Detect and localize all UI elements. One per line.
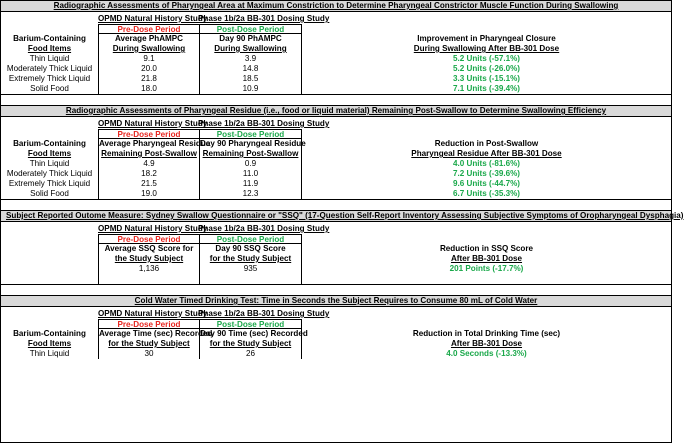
section-divider — [1, 95, 671, 106]
section-title: Radiographic Assessments of Pharyngeal Residue (i.e., food or liquid material) Remaining Post-Swallow to Determine Swallowing Efficiency — [1, 106, 671, 117]
study-label: Phase 1b/2a BB-301 Dosing Study — [198, 119, 330, 128]
pre-dose-period-label: Pre-Dose Period — [98, 129, 200, 139]
table-row: Extremely Thick Liquid 21.8 18.5 3.3 Units (-15.1%) — [8, 74, 521, 83]
study-label: OPMD Natural History Study — [98, 224, 208, 233]
table-row: Solid Food 18.0 10.9 7.1 Units (-39.4%) — [30, 84, 521, 93]
section-divider — [1, 200, 671, 211]
study-label: OPMD Natural History Study — [98, 309, 208, 318]
table-row: 1,136 935 201 Points (-17.7%) — [1, 264, 671, 274]
pre-dose-period-label: Pre-Dose Period — [98, 24, 200, 34]
pre-dose-period-label: Pre-Dose Period — [98, 234, 200, 244]
table-row: Thin Liquid 4.9 0.9 4.0 Units (-81.6%) — [29, 159, 521, 168]
section-divider — [1, 285, 671, 296]
table-row: Moderately Thick Liquid 20.0 14.8 5.2 Units (-26.0%) — [6, 64, 521, 73]
section-title: Cold Water Timed Drinking Test: Time in Seconds the Subject Requires to Consume 80 mL of Cold Water — [1, 296, 671, 307]
study-label: Phase 1b/2a BB-301 Dosing Study — [198, 224, 330, 233]
table-row: Thin Liquid 30 26 4.0 Seconds (-13.3%) — [29, 349, 527, 358]
post-dose-period-label: Post-Dose Period — [200, 129, 302, 139]
pre-dose-period-label: Pre-Dose Period — [98, 319, 200, 329]
post-dose-period-label: Post-Dose Period — [200, 319, 302, 329]
section-pharyngeal-area: Radiographic Assessments of Pharyngeal Area at Maximum Constriction to Determine Pharyngeal Constrictor Muscle Function During Swallowing OPMD Natural History Study Phase 1b/2a BB-301 Dosing Study Pre-Dose Period Post-Dose Period Barium-Containing Average PhAMPC Day 90 PhAMPC Improvement in Pharyngeal Closure Food Items During Swallowing During Swallowing During Swallowing After BB-301 Dose Thin Liquid 9.1 3.9 5.2 Units (-57.1%) Moderately Thick Liquid 20.0 14.8 5.2 Units (-26.0%) Extremely Thick Liquid 21.8 18.5 3.3 Units (-15.1%) Solid Food 18.0 10.9 7.1 Units (-39.4%) — [1, 1, 671, 95]
study-label: Phase 1b/2a BB-301 Dosing Study — [198, 14, 330, 23]
post-dose-period-label: Post-Dose Period — [200, 234, 302, 244]
section-title: Subject Reported Outome Measure: Sydney Swallow Questionnaire or "SSQ" (17-Question Self-Report Inventory Assessing Subjective Symptoms of Oropharyngeal Dysphagia) — [1, 211, 671, 222]
table-row: Moderately Thick Liquid 18.2 11.0 7.2 Units (-39.6%) — [6, 169, 521, 178]
study-label: Phase 1b/2a BB-301 Dosing Study — [198, 309, 330, 318]
section-cold-water-test: Cold Water Timed Drinking Test: Time in Seconds the Subject Requires to Consume 80 mL of Cold Water OPMD Natural History Study Phase 1b/2a BB-301 Dosing Study Pre-Dose Period Post-Dose Period Barium-Containing Average Time (sec) Recorded Day 90 Time (sec) Recorded Reduction in Total Drinking Time (sec) Food Items for the Study Subject for the Study Subject After BB-301 Dose Thin Liquid 30 26 4.0 Seconds (-13.3%) — [1, 296, 671, 359]
study-label: OPMD Natural History Study — [98, 14, 208, 23]
table-row: Solid Food 19.0 12.3 6.7 Units (-35.3%) — [30, 189, 521, 198]
section-pharyngeal-residue: Radiographic Assessments of Pharyngeal Residue (i.e., food or liquid material) Remaining Post-Swallow to Determine Swallowing Efficiency OPMD Natural History Study Phase 1b/2a BB-301 Dosing Study Pre-Dose Period Post-Dose Period Barium-Containing Average Pharyngeal Residue Day 90 Pharyngeal Residue Reduction in Post-Swallow Food Items Remaining Post-Swallow Remaining Post-Swallow Pharyngeal Residue After BB-301 Dose Thin Liquid 4.9 0.9 4.0 Units (-81.6%) Moderately Thick Liquid 18.2 11.0 7.2 Units (-39.6%) Extremely Thick Liquid 21.5 11.9 9.6 Units (-44.7%) Solid Food 19.0 12.3 6.7 Units (-35.3%) — [1, 106, 671, 200]
table-row: Thin Liquid 9.1 3.9 5.2 Units (-57.1%) — [29, 54, 521, 63]
table-row: Extremely Thick Liquid 21.5 11.9 9.6 Units (-44.7%) — [8, 179, 521, 188]
study-label: OPMD Natural History Study — [98, 119, 208, 128]
section-ssq: Subject Reported Outome Measure: Sydney Swallow Questionnaire or "SSQ" (17-Question Self-Report Inventory Assessing Subjective Symptoms of Oropharyngeal Dysphagia) OPMD Natural History Study Phase 1b/2a BB-301 Dosing Study Pre-Dose Period Post-Dose Period Average SSQ Score for Day 90 SSQ Score Reduction in SSQ Score the Study Subject for the Study Subject After BB-301 Dose 1,136 935 201 Points (-17.7%) — [1, 211, 671, 285]
post-dose-period-label: Post-Dose Period — [200, 24, 302, 34]
section-title: Radiographic Assessments of Pharyngeal Area at Maximum Constriction to Determine Pharyngeal Constrictor Muscle Function During Swallowing — [1, 1, 671, 12]
